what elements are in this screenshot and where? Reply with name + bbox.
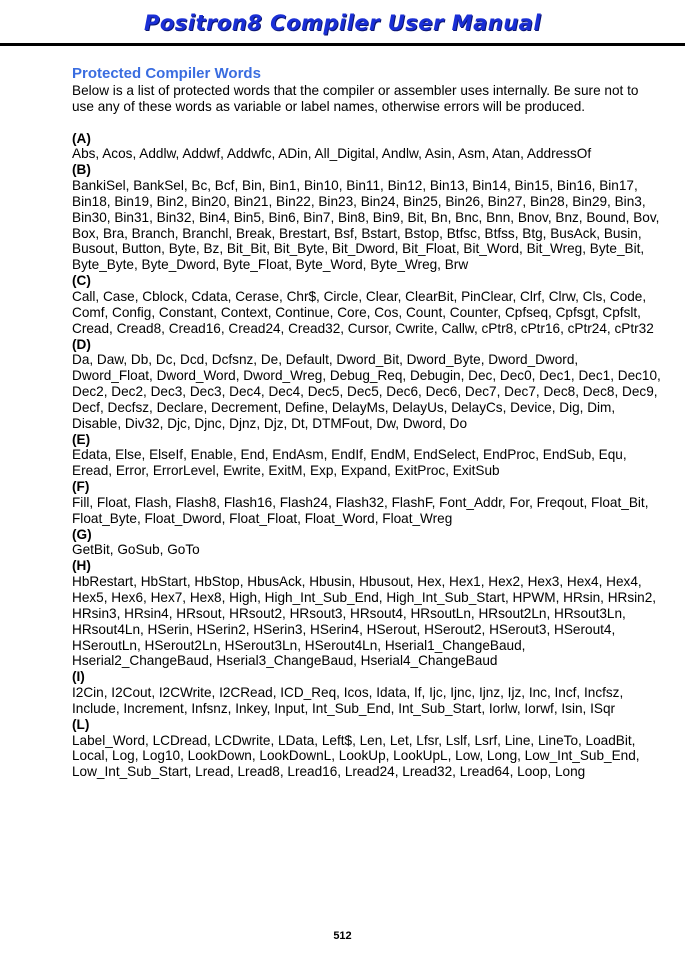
word-group-a: [72, 131, 662, 163]
group-words: Label_Word, LCDread, LCDwrite, LData, Left$, Len, Let, Lfsr, Lslf, Lsrf, Line, LineTo, LoadBit, Local, Log, Log10, LookDown, LookDownL, LookUp, LookUpL, Low, Long, Low_Int_Sub_End, Low_Int_Sub_Start, Lread, Lread8, Lread16, Lread24, Lread32, Lread64, Loop, Long: [72, 732, 640, 780]
word-group-f: [72, 479, 662, 527]
word-group-h: [72, 558, 662, 669]
group-letter: (D): [72, 336, 91, 352]
word-group-g: [72, 527, 662, 559]
word-group-i: [72, 669, 662, 717]
group-words: Fill, Float, Flash, Flash8, Flash16, Flash24, Flash32, FlashF, Font_Addr, For, Freqout, Float_Bit, Float_Byte, Float_Dword, Float_Float, Float_Word, Float_Wreg: [72, 494, 649, 526]
group-words: Call, Case, Cblock, Cdata, Cerase, Chr$, Circle, Clear, ClearBit, PinClear, Clrf, Clrw, Cls, Code, Comf, Config, Constant, Context, Continue, Core, Cos, Count, Counter, Cpfseq, Cpfsgt, Cpfslt, Cread, Cread8, Cread16, Cread24, Cread32, Cursor, Cwrite, Callw, cPtr8, cPtr16, cPtr24, cPtr32: [72, 288, 654, 336]
page-header: [0, 0, 685, 46]
group-letter: (A): [72, 130, 91, 146]
group-words: GetBit, GoSub, GoTo: [72, 542, 200, 558]
group-letter: (L): [72, 716, 90, 732]
group-letter: (F): [72, 479, 90, 495]
page-number: 512: [333, 930, 352, 942]
group-words: Da, Daw, Db, Dc, Dcd, Dcfsnz, De, Default, Dword_Bit, Dword_Byte, Dword_Dword, Dword_Float, Dword_Word, Dword_Wreg, Debug_Req, Debugin, Dec, Dec0, Dec1, Dec1, Dec10, Dec2, Dec2, Dec3, Dec3, Dec4, Dec4, Dec5, Dec5, Dec6, Dec6, Dec7, Dec7, Dec8, Dec8, Dec9, Decf, Decfsz, Declare, Decrement, Define, DelayMs, DelayUs, DelayCs, Device, Dig, Dim, Disable, Div32, Djc, Djnc, Djnz, Djz, Dt, DTMFout, Dw, Dword, Do: [72, 352, 661, 431]
group-words: I2Cin, I2Cout, I2CWrite, I2CRead, ICD_Req, Icos, Idata, If, Ijc, Ijnc, Ijnz, Ijz, Inc, Incf, Incfsz, Include, Increment, Infsnz, Inkey, Input, Int_Sub_End, Int_Sub_Start, Iorlw, Iorwf, Isin, ISqr: [72, 685, 624, 716]
group-letter: (B): [72, 162, 91, 178]
group-words: Edata, Else, ElseIf, Enable, End, EndAsm, EndIf, EndM, EndSelect, EndProc, EndSub, Equ, Eread, Error, ErrorLevel, Ewrite, ExitM, Exp, Expand, ExitProc, ExitSub: [72, 447, 627, 479]
group-letter: (E): [72, 431, 91, 447]
section-title: Protected Compiler Words: [72, 65, 261, 82]
group-letter: (H): [72, 558, 91, 574]
header-rule: [0, 43, 685, 46]
group-letter: (I): [72, 669, 85, 685]
word-group-c: [72, 273, 662, 336]
manual-title: Positron8 Compiler User Manual: [143, 11, 542, 35]
word-group-e: [72, 432, 662, 480]
group-words: Abs, Acos, Addlw, Addwf, Addwfc, ADin, All_Digital, Andlw, Asin, Asm, Atan, AddressOf: [72, 146, 592, 162]
group-letter: (C): [72, 273, 91, 289]
word-group-b: [72, 162, 662, 273]
main-content: [72, 64, 662, 780]
group-words: HbRestart, HbStart, HbStop, HbusAck, Hbusin, Hbusout, Hex, Hex1, Hex2, Hex3, Hex4, Hex4, Hex5, Hex6, Hex7, Hex8, High, High_Int_Sub_End, High_Int_Sub_Start, HPWM, HRsin, HRsin2, HRsin3, HRsin4, HRsout, HRsout2, HRsout3, HRsout4, HRsoutLn, HRsout2Ln, HRsout3Ln, HRsout4Ln, HSerin, HSerin2, HSerin3, HSerin4, HSerout, HSerout2, HSerout3, HSerout4, HSeroutLn, HSerout2Ln, HSerout3Ln, HSerout4Ln, Hserial1_ChangeBaud, Hserial2_ChangeBaud, Hserial3_ChangeBaud, Hserial4_ChangeBaud: [72, 574, 657, 669]
group-words: BankiSel, BankSel, Bc, Bcf, Bin, Bin1, Bin10, Bin11, Bin12, Bin13, Bin14, Bin15, Bin16, Bin17, Bin18, Bin19, Bin2, Bin20, Bin21, Bin22, Bin23, Bin24, Bin25, Bin26, Bin27, Bin28, Bin29, Bin3, Bin30, Bin31, Bin32, Bin4, Bin5, Bin6, Bin7, Bin8, Bin9, Bit, Bn, Bnc, Bnn, Bnov, Bnz, Bound, Bov, Box, Bra, Branch, Branchl, Break, Brestart, Bsf, Bstart, Bstop, Btfsc, Btfss, Btg, BusAck, Busin, Busout, Button, Byte, Bz, Bit_Bit, Bit_Byte, Bit_Dword, Bit_Float, Bit_Word, Bit_Wreg, Byte_Bit, Byte_Byte, Byte_Dword, Byte_Float, Byte_Word, Byte_Wreg, Brw: [72, 178, 660, 273]
word-group-l: [72, 717, 662, 780]
section-intro: Below is a list of protected words that the compiler or assembler uses internally. Be sure not to use any of these words as variable or label names, otherwise errors will be produced.: [72, 83, 639, 114]
group-letter: (G): [72, 526, 92, 542]
word-group-d: [72, 337, 662, 432]
